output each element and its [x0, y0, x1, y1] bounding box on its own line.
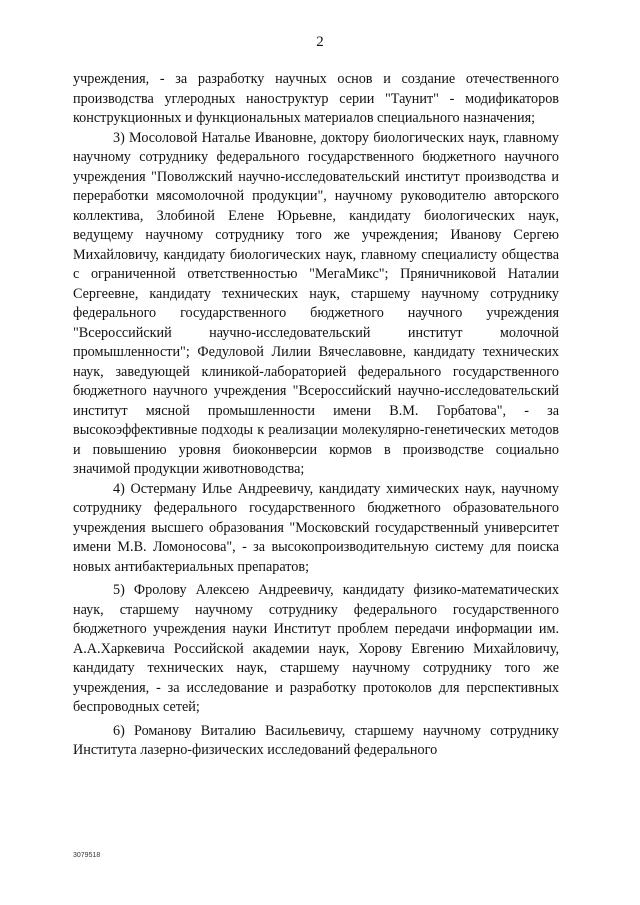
- paragraph-item-6: 6) Романову Виталию Васильевичу, старшему научному сотруднику Института лазерно-физических исследований федерального: [73, 722, 559, 758]
- paragraph-item-3: 3) Мосоловой Наталье Ивановне, доктору биологических наук, главному научному сотруднику федерального государственного бюджетного научного учреждения "Поволжский научно-исследовательский институт производства и переработки мясомолочной продукции", научному руководителю авторского коллектива, Злобиной Елене Юрьевне, кандидату биологических наук, ведущему научному сотруднику того же учреждения; Иванову Сергею Михайловичу, кандидату биологических наук, главному специалисту общества с ограниченной ответственностью "МегаМикс"; Пряничниковой Наталии Сергеевне, кандидату технических наук, старшему научному сотруднику федерального государственного бюджетного научного учреждения "Всероссийский научно-исследовательский институт молочной промышленности"; Федуловой Лилии Вячеславовне, кандидату технических наук, заведующей клиникой-лабораторией федерального государственного бюджетного научного учреждения "Всероссийский научно-исследовательский институт мясной промышленности имени В.М. Горбатова", - за высокоэффективные подходы к реализации молекулярно-генетических методов и повышению уровня биоконверсии кормов в производстве социально значимой продукции животноводства;: [73, 129, 559, 477]
- page-number: 2: [316, 34, 324, 50]
- paragraph-continuation: учреждения, - за разработку научных основ и создание отечественного производства углеродных наноструктур серии "Таунит" - модификаторов конструкционных и функциональных материалов специального назначения;: [73, 71, 559, 126]
- paragraph-item-5: 5) Фролову Алексею Андреевичу, кандидату физико-математических наук, старшему научному сотруднику федерального государственного бюджетного учреждения науки Институт проблем передачи информации им. А.А.Харкевича Российской академии наук, Хорову Евгению Михайловичу, кандидату технических наук, старшему научному сотруднику того же учреждения, - за исследование и разработку протоколов для перспективных беспроводных сетей;: [73, 582, 559, 715]
- document-id: 3079518: [73, 852, 101, 859]
- document-body: [73, 70, 559, 761]
- paragraph-item-4: 4) Остерману Илье Андреевичу, кандидату химических наук, научному сотруднику федерального государственного бюджетного образовательного учреждения высшего образования "Московский государственный университет имени М.В. Ломоносова", - за высокопроизводительную систему для поиска новых антибактериальных препаратов;: [73, 480, 559, 575]
